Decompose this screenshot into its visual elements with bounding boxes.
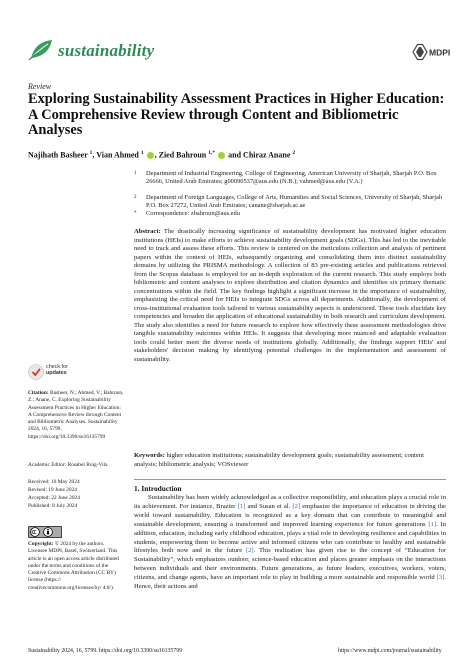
citation-label: Citation:: [28, 390, 49, 396]
body-text: . Hence, their actions and: [134, 574, 446, 591]
footer-journal-url[interactable]: https://www.mdpi.com/journal/sustainability: [338, 648, 442, 654]
cc-by-license-icon[interactable]: [28, 526, 62, 538]
check-for-updates-label[interactable]: [46, 364, 68, 376]
journal-name[interactable]: sustainability: [58, 41, 155, 60]
correspondence-text[interactable]: Correspondence: zbahroun@aus.edu: [146, 210, 240, 217]
author-affiliation-sup: 1,*: [208, 150, 216, 156]
citation-block: [28, 390, 124, 441]
affiliation-2: [134, 194, 446, 210]
sustainability-leaf-logo-icon: [28, 38, 54, 62]
author-list: Najihath Basheer $^1$, Vian Ahmed $^1$ , Zied Bahroun $^{1,*}$ and Chiraz Anane $^2$: [28, 150, 296, 160]
published-date: Published: 8 July 2024: [28, 503, 78, 509]
abstract: [134, 228, 446, 364]
keywords: [134, 452, 446, 469]
article-type: Review: [28, 82, 52, 91]
revised-date: Revised: 19 June 2024: [28, 487, 77, 493]
copyright-notice: [28, 541, 124, 592]
abstract-label: Abstract:: [134, 228, 161, 235]
orcid-icon[interactable]: [147, 152, 154, 159]
mdpi-logo-text: MDPI: [429, 47, 451, 58]
author-affiliation-sup: 1: [89, 150, 93, 156]
author-name[interactable]: Najihath Basheer: [28, 150, 88, 160]
reference-link[interactable]: [2]: [245, 547, 254, 555]
copyright-label: Copyright:: [28, 541, 54, 547]
reference-link[interactable]: [1]: [237, 502, 246, 510]
orcid-icon[interactable]: [218, 152, 225, 159]
affiliation-1: [134, 170, 446, 186]
body-text: Sustainability has been widely acknowledged as a collective responsibility, and education plays a crucial role in its achievement. For instance, Brazier: [134, 494, 446, 510]
body-text: . This realization has given rise to the concept of “Education for Sustainability”, which emphasizes outdoor, science-based education and places greater emphasis on the interactions between individuals and their environments. Future generations, as future leaders, executives, workers, voters, citizens, and change agents, have an important role to play in building a more sustainable and responsible world: [134, 547, 446, 582]
citation-text: Basheer, N.; Ahmed, V.; Bahroun, Z.; Anane, C. Exploring Sustainability Assessment Practices in Higher Education: A Comprehensive Review through Content and Bibliometric Analyses. Sustainability 2024, 16, 5799. https://doi.org/10.3390/su16135799: [28, 390, 124, 440]
reference-link[interactable]: [3]: [436, 574, 445, 582]
author-name[interactable]: Zied Bahroun: [158, 150, 207, 160]
affiliation-number: 1: [134, 171, 137, 176]
body-text: and Susan et al.: [245, 502, 293, 510]
keywords-text: higher education institutions; sustainability development goals; sustainability assessment; content analysis; bibliometric analysis; VOSviewer: [134, 452, 424, 468]
footer-citation[interactable]: Sustainability 2024, 16, 5799. https://doi.org/10.3390/su16135799: [28, 648, 182, 654]
affiliation-text: Department of Industrial Engineering, College of Engineering, American University of Sharjah, Sharjah P.O. Box 26666, United Arab Emirates; g00090537@aus.edu (N.B.); vahmed@aus.edu (V.A.): [146, 170, 437, 185]
author-affiliation-sup: 2: [292, 150, 296, 156]
copyright-text: © 2024 by the authors. Licensee MDPI, Basel, Switzerland. This article is an open access article distributed under the terms and conditions of the Creative Commons Attribution (CC BY) license (https:// creativecommons.org/licenses/by/ 4.0/).: [28, 541, 120, 591]
accepted-date: Accepted: 22 June 2024: [28, 495, 80, 501]
reference-link[interactable]: [1]: [428, 520, 437, 528]
keywords-label: Keywords:: [134, 452, 165, 459]
introduction-paragraph: [134, 494, 446, 592]
body-text: . In addition, education, including early childhood education, plays a vital role in developing resilience and capabilities in students, empowering them to become active and informed citizens who can contribute to healthy and sustainable lifestyles both now and in the future: [134, 520, 446, 555]
check-updates-line: check for: [46, 364, 68, 370]
author-name[interactable]: Vian Ahmed: [96, 150, 139, 160]
section-heading: 1. Introduction: [134, 484, 182, 493]
section-divider: [134, 479, 446, 480]
check-updates-line: updates: [46, 370, 67, 376]
author-name[interactable]: and Chiraz Anane: [228, 150, 291, 160]
abstract-text: The drastically increasing significance of sustainability development has motivated higher education institutions (HEIs) to make efforts to achieve sustainability development goals (SDGs). This has led to the inevitable need to track and assess these efforts. This review is centered on the meticulous collection and analysis of pertinent papers within the context of HEIs, subsequently organizing and consolidating them into distinct sustainability domains by utilizing the PRISMA methodology. A collection of 83 pre-existing articles and publications retrieved from the Scopus database is employed for an in-depth exploration of the current research. This study employs both bibliometric and content analyses to explore distribution and citation dynamics and identifies six primary thematic concentrations within the field. The key findings highlight a significant increase in the importance of sustainability, emphasizing the critical need for HEIs to integrate SDGs across all departments. Additionally, the development of cross-institutional evaluation tools tailored to various sustainability aspects is underscored. These tools elucidate key competencies and broaden the application of educational sustainability in both research and curriculum development. The study also identifies a need for future research to explore how effectively these assessment methodologies drive tangible sustainability outcomes within HEIs. It suggests that developing more nuanced and adaptable evaluation tools could better meet the diverse needs of institutions globally. Additionally, the findings support HEIs' and stakeholders' decision making by identifying potential challenges in the implementation and assessment of sustainability.: [134, 228, 446, 363]
affiliation-number: *: [134, 211, 137, 216]
affiliation-number: 2: [134, 195, 137, 200]
received-date: Received: 10 May 2024: [28, 479, 80, 485]
author-affiliation-sup: 1: [140, 150, 144, 156]
body-text: emphasize the importance of education in driving the world toward sustainability. Education is recognized as a key domain that can contribute to meaningful and sustainable development, ensuring a transformed and improved learning experience for future generations: [134, 502, 446, 528]
reference-link[interactable]: [2]: [292, 502, 301, 510]
correspondence: [134, 210, 446, 218]
mdpi-logo[interactable]: [412, 43, 452, 61]
academic-editor: Academic Editor: Rosabel Roig-Vila: [28, 462, 108, 468]
affiliation-text: Department of Foreign Languages, College of Arts, Humanities and Social Sciences, University of Sharjah, Sharjah P.O. Box 27272, United Arab Emirates; canane@sharjah.ac.ae: [146, 194, 443, 209]
article-title: Exploring Sustainability Assessment Practices in Higher Education: A Comprehensive Review through Content and Bibliometric Analyses: [28, 91, 445, 138]
